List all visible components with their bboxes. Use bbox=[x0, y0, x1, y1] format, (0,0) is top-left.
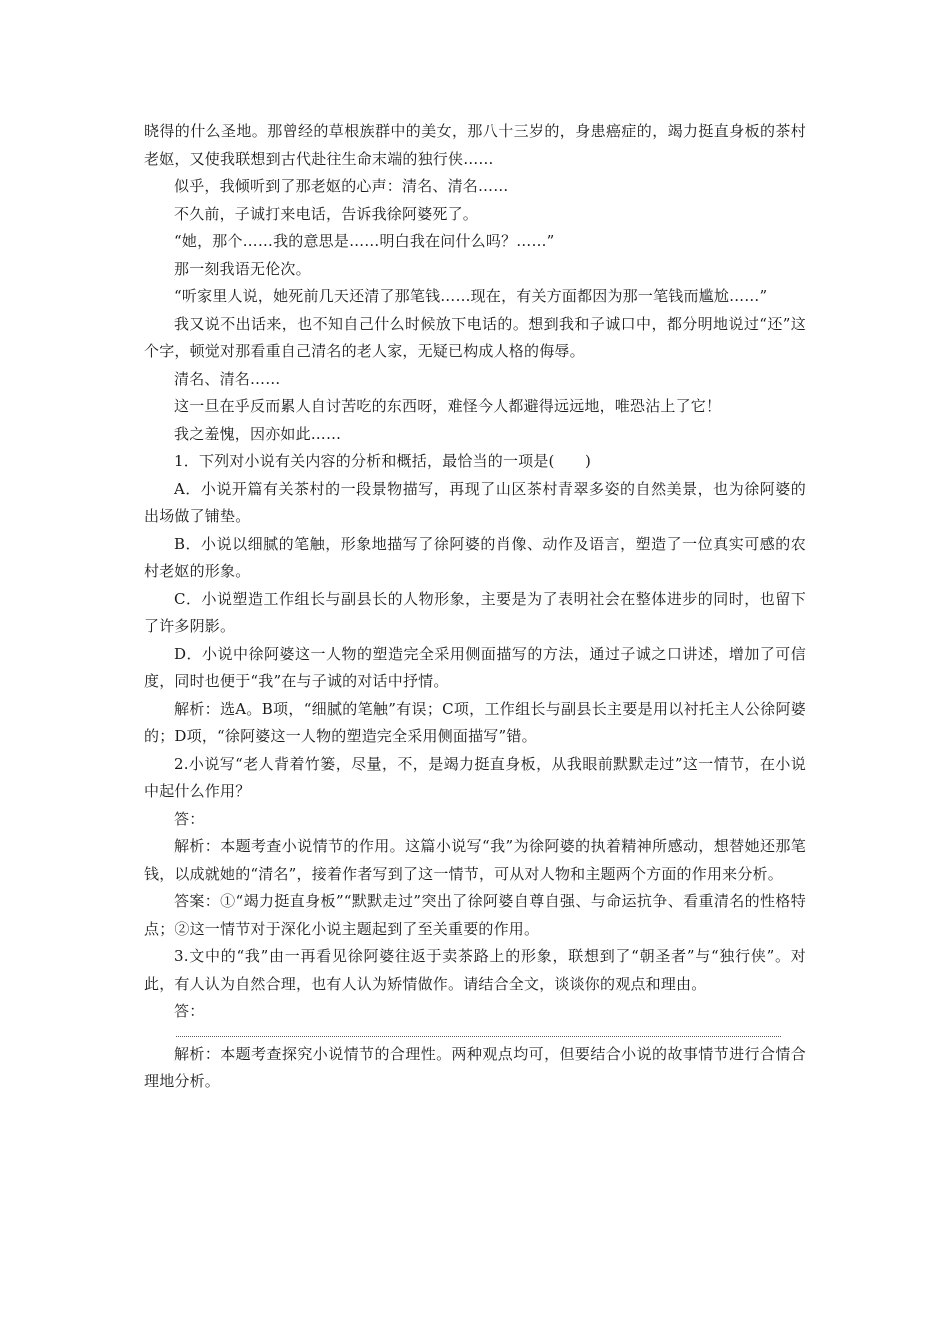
paragraph-text: “她，那个……我的意思是……明白我在问什么吗？……” bbox=[174, 232, 555, 250]
question-2: 2.小说写“老人背着竹篓，尽量，不，是竭力挺直身板，从我眼前默默走过”这一情节，在小说中起什么作用？ bbox=[144, 754, 806, 800]
paragraph-text: 似乎，我倾听到了那老妪的心声：清名、清名…… bbox=[174, 177, 509, 195]
paragraph-text: 那一刻我语无伦次。 bbox=[174, 259, 311, 278]
option-a: A．小说开篇有关茶村的一段景物描写，再现了山区茶村青翠多姿的自然美景，也为徐阿婆的出场做了铺垫。 bbox=[144, 479, 806, 525]
answer-2: 答案：①“竭力挺直身板”“默默走过”突出了徐阿婆自尊自强、与命运抗争、看重清名的性格特点；②这一情节对于深化小说主题起到了至关重要的作用。 bbox=[144, 892, 806, 938]
paragraph-text: 我之羞愧，因亦如此…… bbox=[174, 424, 342, 443]
answer-line bbox=[176, 1036, 781, 1037]
option-c: C．小说塑造工作组长与副县长的人物形象，主要是为了表明社会在整体进步的同时，也留下了许多阴影。 bbox=[144, 589, 806, 635]
option-d: D．小说中徐阿婆这一人物的塑造完全采用侧面描写的方法，通过子诚之口讲述，增加了可信度，同时也便于“我”在与子诚的对话中抒情。 bbox=[144, 644, 806, 690]
analysis-3: 解析：本题考查探究小说情节的合理性。两种观点均可，但要结合小说的故事情节进行合情合理地分析。 bbox=[144, 1044, 806, 1090]
paragraph-text: 清名、清名…… bbox=[174, 369, 281, 388]
answer-label-2: 答： bbox=[174, 809, 205, 828]
paragraph-text: 这一旦在乎反而累人自讨苦吃的东西呀，难怪今人都避得远远地，唯恐沾上了它！ bbox=[174, 397, 722, 415]
document-body bbox=[144, 118, 806, 1096]
analysis-1: 解析：选A。B项，“细腻的笔触”有误；C项，工作组长与副县长主要是用以衬托主人公徐阿婆的；D项，“徐阿婆这一人物的塑造完全采用侧面描写”错。 bbox=[144, 699, 806, 745]
analysis-2: 解析：本题考查小说情节的作用。这篇小说写“我”为徐阿婆的执着精神所感动，想替她还那笔钱，以成就她的“清名”，接着作者写到了这一情节，可从对人物和主题两个方面的作用来分析。 bbox=[144, 837, 806, 883]
answer-label-3: 答： bbox=[174, 1002, 205, 1020]
paragraph-text: 我又说不出话来，也不知自己什么时候放下电话的。想到我和子诚口中，都分明地说过“还”这个字，顿觉对那看重自己清名的老人家，无疑已构成人格的侮辱。 bbox=[144, 314, 806, 360]
paragraph-text: “听家里人说，她死前几天还清了那笔钱……现在，有关方面都因为那一笔钱而尴尬……” bbox=[174, 287, 768, 305]
question-1: 1．下列对小说有关内容的分析和概括，最恰当的一项是( ) bbox=[174, 452, 592, 470]
paragraph-text: 晓得的什么圣地。那曾经的草根族群中的美女，那八十三岁的，身患癌症的，竭力挺直身板的茶村老妪，又使我联想到古代赴往生命末端的独行侠…… bbox=[144, 122, 806, 168]
question-3: 3.文中的“我”由一再看见徐阿婆往返于卖茶路上的形象，联想到了“朝圣者”与“独行侠”。对此，有人认为自然合理，也有人认为矫情做作。请结合全文，谈谈你的观点和理由。 bbox=[144, 947, 806, 993]
paragraph-text: 不久前，子诚打来电话，告诉我徐阿婆死了。 bbox=[174, 204, 479, 223]
option-b: B．小说以细腻的笔触，形象地描写了徐阿婆的肖像、动作及语言，塑造了一位真实可感的农村老妪的形象。 bbox=[144, 534, 806, 580]
